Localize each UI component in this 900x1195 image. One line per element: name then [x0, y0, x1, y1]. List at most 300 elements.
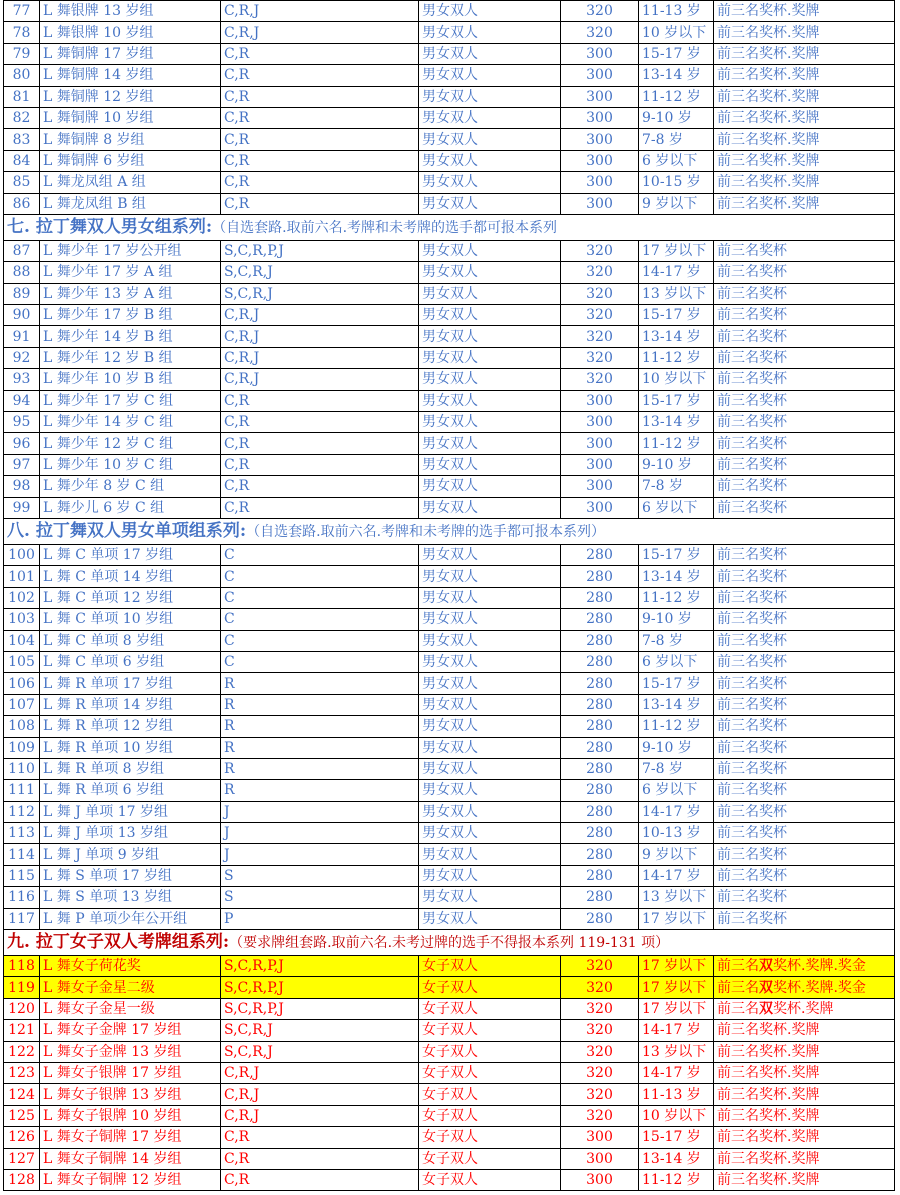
event-name-cell: L 舞 J 单项 17 岁组 — [40, 801, 221, 822]
event-name-cell: L 舞少年 17 岁 B 组 — [40, 305, 221, 326]
dances-cell: C — [221, 609, 419, 630]
entry-fee-cell: 280 — [561, 609, 639, 630]
category-cell: 男女双人 — [419, 865, 561, 886]
age-range-cell: 13-14 岁 — [639, 1148, 714, 1169]
item-number-cell: 108 — [4, 716, 40, 737]
category-cell: 男女双人 — [419, 823, 561, 844]
dances-cell: P — [221, 908, 419, 929]
awards-cell: 前三名奖杯 — [714, 347, 895, 368]
item-number-cell: 97 — [4, 454, 40, 475]
category-cell: 男女双人 — [419, 193, 561, 214]
table-row — [4, 240, 895, 261]
category-cell: 女子双人 — [419, 1148, 561, 1169]
age-range-cell: 6 岁以下 — [639, 780, 714, 801]
awards-cell: 前三名奖杯 — [714, 673, 895, 694]
event-name-cell: L 舞少年 10 岁 B 组 — [40, 369, 221, 390]
dances-cell: C,R — [221, 129, 419, 150]
item-number-cell: 103 — [4, 609, 40, 630]
event-name-cell: L 舞女子银牌 10 岁组 — [40, 1105, 221, 1126]
table-row — [4, 887, 895, 908]
table-row — [4, 758, 895, 779]
event-name-cell: L 舞铜牌 10 岁组 — [40, 107, 221, 128]
entry-fee-cell: 280 — [561, 651, 639, 672]
entry-fee-cell: 280 — [561, 630, 639, 651]
awards-cell: 前三名奖杯.奖牌 — [714, 1084, 895, 1105]
awards-cell: 前三名奖杯.奖牌 — [714, 86, 895, 107]
dances-cell: C — [221, 544, 419, 565]
age-range-cell: 14-17 岁 — [639, 1062, 714, 1083]
section-9-header — [4, 930, 895, 956]
dances-cell: C,R,J — [221, 347, 419, 368]
entry-fee-cell: 300 — [561, 390, 639, 411]
event-name-cell: L 舞 R 单项 10 岁组 — [40, 737, 221, 758]
entry-fee-cell: 300 — [561, 1169, 639, 1190]
table-row — [4, 587, 895, 608]
category-cell: 男女双人 — [419, 587, 561, 608]
age-range-cell: 11-13 岁 — [639, 1084, 714, 1105]
item-number-cell: 93 — [4, 369, 40, 390]
entry-fee-cell: 280 — [561, 566, 639, 587]
age-range-cell: 11-12 岁 — [639, 347, 714, 368]
event-name-cell: L 舞少儿 6 岁 C 组 — [40, 497, 221, 518]
awards-cell: 前三名奖杯.奖牌 — [714, 43, 895, 64]
entry-fee-cell: 280 — [561, 780, 639, 801]
category-cell: 男女双人 — [419, 22, 561, 43]
item-number-cell: 100 — [4, 544, 40, 565]
awards-cell: 前三名奖杯 — [714, 908, 895, 929]
table-row — [4, 1020, 895, 1041]
age-range-cell: 15-17 岁 — [639, 390, 714, 411]
dances-cell: C,R — [221, 1127, 419, 1148]
awards-cell: 前三名奖杯.奖牌 — [714, 107, 895, 128]
table-row — [4, 454, 895, 475]
entry-fee-cell: 300 — [561, 1148, 639, 1169]
table-row — [4, 844, 895, 865]
entry-fee-cell: 300 — [561, 107, 639, 128]
age-range-cell: 9 岁以下 — [639, 844, 714, 865]
awards-cell: 前三名奖杯.奖牌 — [714, 65, 895, 86]
event-name-cell: L 舞女子荷花奖 — [40, 956, 221, 977]
table-row — [4, 129, 895, 150]
section-8-header — [4, 518, 895, 544]
category-cell: 男女双人 — [419, 86, 561, 107]
section-8-note: （自选套路.取前六名.考牌和未考牌的选手都可报本系列） — [246, 523, 606, 540]
dances-cell: S,C,R,J — [221, 1041, 419, 1062]
entry-fee-cell: 280 — [561, 865, 639, 886]
event-name-cell: L 舞 R 单项 12 岁组 — [40, 716, 221, 737]
item-number-cell: 102 — [4, 587, 40, 608]
dances-cell: C,R,J — [221, 1084, 419, 1105]
awards-cell: 前三名奖杯 — [714, 758, 895, 779]
event-name-cell: L 舞少年 17 岁公开组 — [40, 240, 221, 261]
dances-cell: C,R — [221, 497, 419, 518]
table-row — [4, 780, 895, 801]
section-8-rows — [4, 544, 895, 929]
entry-fee-cell: 280 — [561, 823, 639, 844]
dances-cell: J — [221, 823, 419, 844]
table-row — [4, 956, 895, 977]
event-name-cell: L 舞 P 单项少年公开组 — [40, 908, 221, 929]
item-number-cell: 111 — [4, 780, 40, 801]
table-row — [4, 476, 895, 497]
event-name-cell: L 舞龙凤组 A 组 — [40, 172, 221, 193]
item-number-cell: 85 — [4, 172, 40, 193]
item-number-cell: 127 — [4, 1148, 40, 1169]
awards-cell: 前三名奖杯.奖牌 — [714, 1127, 895, 1148]
event-name-cell: L 舞少年 10 岁 C 组 — [40, 454, 221, 475]
awards-cell: 前三名奖杯 — [714, 433, 895, 454]
awards-cell: 前三名奖杯 — [714, 283, 895, 304]
table-row — [4, 737, 895, 758]
event-name-cell: L 舞 C 单项 10 岁组 — [40, 609, 221, 630]
entry-fee-cell: 280 — [561, 673, 639, 694]
awards-cell: 前三名奖杯.奖牌 — [714, 1, 895, 22]
dances-cell: J — [221, 801, 419, 822]
table-row — [4, 262, 895, 283]
item-number-cell: 88 — [4, 262, 40, 283]
category-cell: 男女双人 — [419, 609, 561, 630]
awards-cell: 前三名双奖杯.奖牌.奖金 — [714, 977, 895, 998]
table-row — [4, 1127, 895, 1148]
table-row — [4, 65, 895, 86]
table-row — [4, 1041, 895, 1062]
awards-cell: 前三名奖杯 — [714, 497, 895, 518]
item-number-cell: 110 — [4, 758, 40, 779]
dances-cell: S — [221, 865, 419, 886]
awards-cell: 前三名奖杯 — [714, 262, 895, 283]
awards-cell: 前三名奖杯 — [714, 630, 895, 651]
event-name-cell: L 舞女子铜牌 12 岁组 — [40, 1169, 221, 1190]
awards-cell: 前三名奖杯 — [714, 305, 895, 326]
age-range-cell: 14-17 岁 — [639, 262, 714, 283]
category-cell: 男女双人 — [419, 780, 561, 801]
awards-cell: 前三名奖杯 — [714, 240, 895, 261]
item-number-cell: 92 — [4, 347, 40, 368]
awards-cell: 前三名奖杯 — [714, 369, 895, 390]
age-range-cell: 15-17 岁 — [639, 305, 714, 326]
category-cell: 男女双人 — [419, 240, 561, 261]
table-row — [4, 801, 895, 822]
category-cell: 男女双人 — [419, 497, 561, 518]
item-number-cell: 114 — [4, 844, 40, 865]
category-cell: 男女双人 — [419, 369, 561, 390]
awards-cell: 前三名双奖杯.奖牌.奖金 — [714, 956, 895, 977]
entry-fee-cell: 320 — [561, 22, 639, 43]
category-cell: 女子双人 — [419, 1084, 561, 1105]
event-name-cell: L 舞 J 单项 13 岁组 — [40, 823, 221, 844]
event-name-cell: L 舞少年 17 岁 C 组 — [40, 390, 221, 411]
age-range-cell: 17 岁以下 — [639, 956, 714, 977]
dances-cell: S,C,R,P,J — [221, 956, 419, 977]
category-cell: 男女双人 — [419, 651, 561, 672]
event-name-cell: L 舞 C 单项 6 岁组 — [40, 651, 221, 672]
category-cell: 男女双人 — [419, 544, 561, 565]
table-row — [4, 1148, 895, 1169]
awards-cell: 前三名奖杯.奖牌 — [714, 1041, 895, 1062]
age-range-cell: 6 岁以下 — [639, 651, 714, 672]
dances-cell: C,R,J — [221, 1, 419, 22]
category-cell: 男女双人 — [419, 887, 561, 908]
awards-cell: 前三名双奖杯.奖牌 — [714, 998, 895, 1019]
table-row — [4, 716, 895, 737]
item-number-cell: 78 — [4, 22, 40, 43]
category-cell: 女子双人 — [419, 956, 561, 977]
category-cell: 女子双人 — [419, 1169, 561, 1190]
item-number-cell: 126 — [4, 1127, 40, 1148]
table-row — [4, 1084, 895, 1105]
event-name-cell: L 舞银牌 10 岁组 — [40, 22, 221, 43]
age-range-cell: 10-15 岁 — [639, 172, 714, 193]
category-cell: 男女双人 — [419, 172, 561, 193]
item-number-cell: 94 — [4, 390, 40, 411]
age-range-cell: 10 岁以下 — [639, 22, 714, 43]
category-cell: 男女双人 — [419, 716, 561, 737]
item-number-cell: 101 — [4, 566, 40, 587]
awards-cell: 前三名奖杯.奖牌 — [714, 172, 895, 193]
event-name-cell: L 舞铜牌 12 岁组 — [40, 86, 221, 107]
item-number-cell: 79 — [4, 43, 40, 64]
section-9-title: 九. 拉丁女子双人考牌组系列: — [7, 932, 230, 953]
entry-fee-cell: 300 — [561, 454, 639, 475]
entry-fee-cell: 300 — [561, 1127, 639, 1148]
event-name-cell: L 舞少年 13 岁 A 组 — [40, 283, 221, 304]
table-row — [4, 43, 895, 64]
event-name-cell: L 舞 R 单项 8 岁组 — [40, 758, 221, 779]
event-name-cell: L 舞铜牌 6 岁组 — [40, 150, 221, 171]
entry-fee-cell: 320 — [561, 326, 639, 347]
entry-fee-cell: 320 — [561, 262, 639, 283]
entry-fee-cell: 280 — [561, 887, 639, 908]
table-row — [4, 369, 895, 390]
entry-fee-cell: 320 — [561, 1084, 639, 1105]
event-name-cell: L 舞女子金牌 13 岁组 — [40, 1041, 221, 1062]
item-number-cell: 117 — [4, 908, 40, 929]
entry-fee-cell: 300 — [561, 150, 639, 171]
table-row — [4, 544, 895, 565]
event-name-cell: L 舞 R 单项 6 岁组 — [40, 780, 221, 801]
table-row — [4, 865, 895, 886]
table-row — [4, 1, 895, 22]
item-number-cell: 119 — [4, 977, 40, 998]
table-row — [4, 433, 895, 454]
age-range-cell: 10-13 岁 — [639, 823, 714, 844]
event-name-cell: L 舞铜牌 8 岁组 — [40, 129, 221, 150]
event-name-cell: L 舞 C 单项 8 岁组 — [40, 630, 221, 651]
entry-fee-cell: 320 — [561, 1, 639, 22]
entry-fee-cell: 320 — [561, 369, 639, 390]
category-cell: 女子双人 — [419, 1062, 561, 1083]
category-cell: 女子双人 — [419, 1127, 561, 1148]
dances-cell: S,C,R,J — [221, 283, 419, 304]
table-row — [4, 305, 895, 326]
category-cell: 男女双人 — [419, 150, 561, 171]
category-cell: 男女双人 — [419, 737, 561, 758]
dances-cell: C,R,J — [221, 326, 419, 347]
dances-cell: C,R — [221, 1169, 419, 1190]
awards-cell: 前三名奖杯 — [714, 412, 895, 433]
entry-fee-cell: 300 — [561, 172, 639, 193]
dances-cell: C,R — [221, 150, 419, 171]
dances-cell: C,R,J — [221, 22, 419, 43]
event-name-cell: L 舞女子银牌 17 岁组 — [40, 1062, 221, 1083]
event-name-cell: L 舞 S 单项 17 岁组 — [40, 865, 221, 886]
awards-cell: 前三名奖杯 — [714, 326, 895, 347]
dances-cell: C,R — [221, 454, 419, 475]
table-row — [4, 1105, 895, 1126]
table-row — [4, 22, 895, 43]
category-cell: 男女双人 — [419, 412, 561, 433]
dances-cell: C,R — [221, 65, 419, 86]
entry-fee-cell: 320 — [561, 977, 639, 998]
category-cell: 男女双人 — [419, 65, 561, 86]
awards-cell: 前三名奖杯 — [714, 566, 895, 587]
dances-cell: J — [221, 844, 419, 865]
entry-fee-cell: 320 — [561, 283, 639, 304]
age-range-cell: 10 岁以下 — [639, 369, 714, 390]
category-cell: 男女双人 — [419, 844, 561, 865]
entry-fee-cell: 320 — [561, 347, 639, 368]
item-number-cell: 91 — [4, 326, 40, 347]
item-number-cell: 113 — [4, 823, 40, 844]
event-name-cell: L 舞少年 12 岁 C 组 — [40, 433, 221, 454]
table-row — [4, 283, 895, 304]
category-cell: 男女双人 — [419, 433, 561, 454]
event-name-cell: L 舞 C 单项 12 岁组 — [40, 587, 221, 608]
awards-cell: 前三名奖杯 — [714, 544, 895, 565]
awards-cell: 前三名奖杯 — [714, 844, 895, 865]
item-number-cell: 82 — [4, 107, 40, 128]
table-row — [4, 908, 895, 929]
awards-cell: 前三名奖杯.奖牌 — [714, 129, 895, 150]
category-cell: 男女双人 — [419, 390, 561, 411]
awards-cell: 前三名奖杯.奖牌 — [714, 1148, 895, 1169]
age-range-cell: 13-14 岁 — [639, 566, 714, 587]
category-cell: 男女双人 — [419, 283, 561, 304]
dances-cell: R — [221, 673, 419, 694]
event-name-cell: L 舞铜牌 14 岁组 — [40, 65, 221, 86]
awards-cell: 前三名奖杯.奖牌 — [714, 1062, 895, 1083]
dances-cell: C,R — [221, 1148, 419, 1169]
dances-cell: C,R,J — [221, 305, 419, 326]
category-cell: 男女双人 — [419, 476, 561, 497]
table-row — [4, 390, 895, 411]
entry-fee-cell: 280 — [561, 758, 639, 779]
dances-cell: C — [221, 630, 419, 651]
category-cell: 男女双人 — [419, 107, 561, 128]
category-cell: 男女双人 — [419, 454, 561, 475]
item-number-cell: 98 — [4, 476, 40, 497]
entry-fee-cell: 320 — [561, 956, 639, 977]
category-cell: 女子双人 — [419, 1020, 561, 1041]
section-9-note: （要求牌组套路.取前六名.未考过牌的选手不得报本系列 119-131 项） — [229, 935, 670, 952]
event-name-cell: L 舞少年 12 岁 B 组 — [40, 347, 221, 368]
item-number-cell: 105 — [4, 651, 40, 672]
dances-cell: C,R — [221, 390, 419, 411]
age-range-cell: 17 岁以下 — [639, 998, 714, 1019]
category-cell: 男女双人 — [419, 630, 561, 651]
event-name-cell: L 舞 S 单项 13 岁组 — [40, 887, 221, 908]
item-number-cell: 109 — [4, 737, 40, 758]
event-name-cell: L 舞 R 单项 17 岁组 — [40, 673, 221, 694]
dances-cell: R — [221, 737, 419, 758]
entry-fee-cell: 300 — [561, 497, 639, 518]
event-name-cell: L 舞 C 单项 17 岁组 — [40, 544, 221, 565]
category-cell: 男女双人 — [419, 673, 561, 694]
entry-fee-cell: 320 — [561, 1041, 639, 1062]
category-cell: 女子双人 — [419, 1041, 561, 1062]
table-row — [4, 630, 895, 651]
event-name-cell: L 舞女子铜牌 14 岁组 — [40, 1148, 221, 1169]
item-number-cell: 118 — [4, 956, 40, 977]
age-range-cell: 10 岁以下 — [639, 1105, 714, 1126]
dances-cell: S,C,R,P,J — [221, 977, 419, 998]
age-range-cell: 11-13 岁 — [639, 1, 714, 22]
item-number-cell: 122 — [4, 1041, 40, 1062]
entry-fee-cell: 300 — [561, 433, 639, 454]
event-table — [3, 0, 895, 1191]
awards-cell: 前三名奖杯.奖牌 — [714, 1169, 895, 1190]
awards-cell: 前三名奖杯 — [714, 476, 895, 497]
item-number-cell: 104 — [4, 630, 40, 651]
item-number-cell: 123 — [4, 1062, 40, 1083]
dances-cell: C,R — [221, 412, 419, 433]
dances-cell: C,R — [221, 107, 419, 128]
event-name-cell: L 舞少年 8 岁 C 组 — [40, 476, 221, 497]
entry-fee-cell: 300 — [561, 412, 639, 433]
event-name-cell: L 舞 R 单项 14 岁组 — [40, 694, 221, 715]
awards-cell: 前三名奖杯 — [714, 609, 895, 630]
dances-cell: R — [221, 694, 419, 715]
age-range-cell: 13-14 岁 — [639, 65, 714, 86]
event-name-cell: L 舞女子金星一级 — [40, 998, 221, 1019]
category-cell: 男女双人 — [419, 801, 561, 822]
category-cell: 男女双人 — [419, 129, 561, 150]
event-name-cell: L 舞龙凤组 B 组 — [40, 193, 221, 214]
age-range-cell: 11-12 岁 — [639, 433, 714, 454]
age-range-cell: 7-8 岁 — [639, 630, 714, 651]
entry-fee-cell: 300 — [561, 86, 639, 107]
table-row — [4, 107, 895, 128]
dances-cell: R — [221, 780, 419, 801]
dances-cell: C — [221, 566, 419, 587]
age-range-cell: 9-10 岁 — [639, 454, 714, 475]
awards-cell: 前三名奖杯.奖牌 — [714, 193, 895, 214]
event-name-cell: L 舞 C 单项 14 岁组 — [40, 566, 221, 587]
item-number-cell: 107 — [4, 694, 40, 715]
age-range-cell: 6 岁以下 — [639, 150, 714, 171]
age-range-cell: 13 岁以下 — [639, 283, 714, 304]
item-number-cell: 87 — [4, 240, 40, 261]
section-9-rows — [4, 956, 895, 1191]
age-range-cell: 9-10 岁 — [639, 609, 714, 630]
age-range-cell: 7-8 岁 — [639, 476, 714, 497]
item-number-cell: 115 — [4, 865, 40, 886]
event-name-cell: L 舞少年 14 岁 B 组 — [40, 326, 221, 347]
entry-fee-cell: 280 — [561, 737, 639, 758]
age-range-cell: 15-17 岁 — [639, 544, 714, 565]
dances-cell: C,R — [221, 172, 419, 193]
section-7-note: （自选套路.取前六名.考牌和未考牌的选手都可报本系列 — [212, 219, 558, 236]
dances-cell: C,R,J — [221, 1105, 419, 1126]
age-range-cell: 7-8 岁 — [639, 758, 714, 779]
category-cell: 男女双人 — [419, 262, 561, 283]
age-range-cell: 14-17 岁 — [639, 1020, 714, 1041]
entry-fee-cell: 320 — [561, 1020, 639, 1041]
age-range-cell: 17 岁以下 — [639, 908, 714, 929]
awards-cell: 前三名奖杯 — [714, 780, 895, 801]
event-name-cell: L 舞银牌 13 岁组 — [40, 1, 221, 22]
category-cell: 男女双人 — [419, 347, 561, 368]
